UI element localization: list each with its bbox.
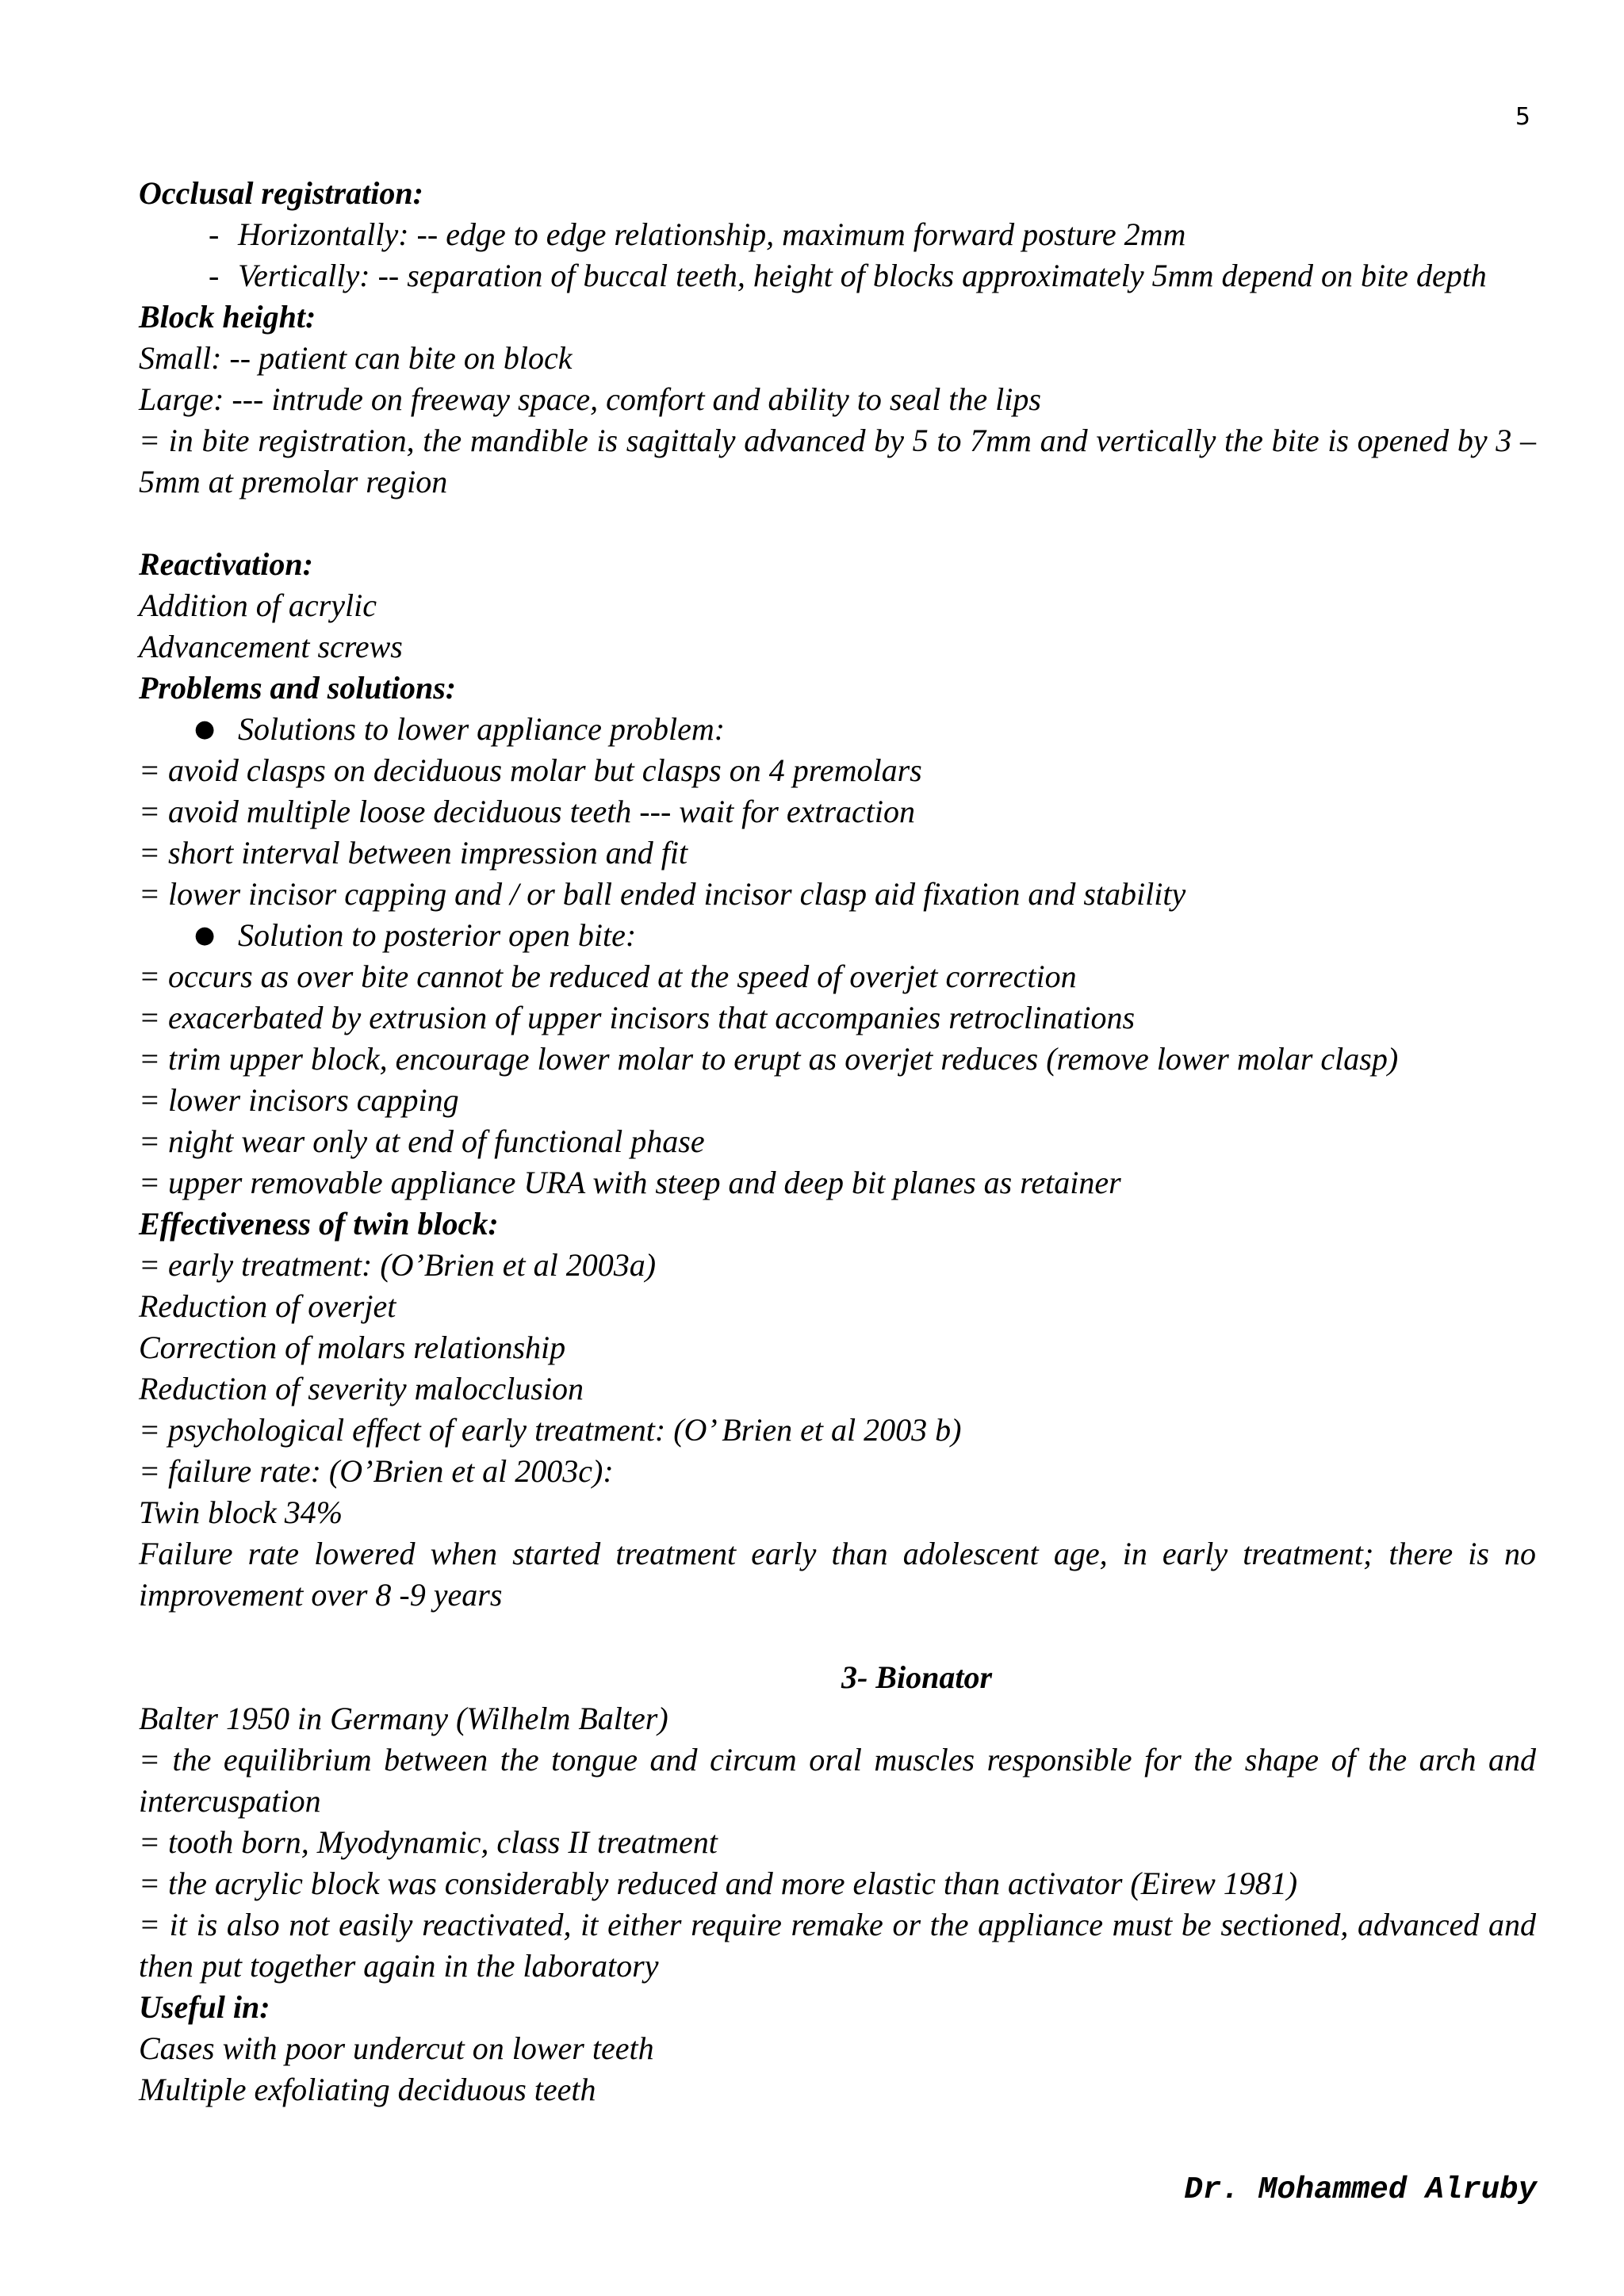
text-line: = lower incisors capping [139, 1082, 459, 1118]
text-line: = tooth born, Myodynamic, class II treatment [139, 1824, 718, 1860]
text-line: = avoid clasps on deciduous molar but clasps on 4 premolars [139, 752, 922, 788]
occlusal-registration-heading: Occlusal registration: [139, 175, 423, 211]
text-line: Small: -- patient can bite on block [139, 340, 573, 376]
text-line: Twin block 34% [139, 1494, 343, 1530]
text-line: = upper removable appliance URA with steep and deep bit planes as retainer [139, 1165, 1121, 1200]
text-line: Advancement screws [139, 629, 403, 664]
text-line: Large: --- intrude on freeway space, comfort and ability to seal the lips [139, 381, 1041, 417]
text-line: Reduction of overjet [139, 1288, 396, 1324]
useful-in-heading: Useful in: [139, 1989, 270, 2025]
text-line: = night wear only at end of functional phase [139, 1123, 705, 1159]
text-line: = it is also not easily reactivated, it either require remake or the appliance must be sectioned, advanced and then put together again in the laboratory [139, 1907, 1536, 1984]
dash-marker: - [209, 258, 220, 293]
bullet-text: Solution to posterior open bite: [238, 917, 637, 953]
block-height-heading: Block height: [139, 299, 316, 335]
text-line: = the acrylic block was considerably reduced and more elastic than activator (Eirew 1981) [139, 1866, 1298, 1901]
text-line: Cases with poor undercut on lower teeth [139, 2030, 654, 2066]
bullet-marker: ● [194, 921, 216, 949]
list-item-text: Vertically: -- separation of buccal teeth, height of blocks approximately 5mm depend on bite depth [238, 258, 1487, 293]
dash-marker: - [209, 216, 220, 252]
text-line: Correction of molars relationship [139, 1330, 566, 1365]
bionator-section-title: 3- Bionator [841, 1659, 993, 1695]
spacer [139, 503, 1536, 544]
list-item [139, 214, 1536, 255]
text-line: = psychological effect of early treatment: (O’ Brien et al 2003 b) [139, 1412, 962, 1448]
effectiveness-heading: Effectiveness of twin block: [139, 1206, 499, 1242]
author-footer: Dr. Mohammed Alruby [1184, 2172, 1537, 2207]
text-line: = early treatment: (O’Brien et al 2003a) [139, 1247, 657, 1283]
text-line: = failure rate: (O’Brien et al 2003c): [139, 1453, 614, 1489]
text-line: = exacerbated by extrusion of upper incisors that accompanies retroclinations [139, 1000, 1136, 1035]
bullet-item [139, 915, 1536, 956]
text-line: = trim upper block, encourage lower molar to erupt as overjet reduces (remove lower molar clasp) [139, 1041, 1399, 1077]
bullet-marker: ● [194, 715, 216, 743]
page-number: 5 [1515, 103, 1530, 131]
spacer [139, 1616, 1536, 1657]
text-line: Multiple exfoliating deciduous teeth [139, 2072, 596, 2107]
list-item [139, 255, 1536, 297]
text-line: = in bite registration, the mandible is sagittaly advanced by 5 to 7mm and vertically the bite is opened by 3 – 5mm at premolar region [139, 423, 1536, 499]
bullet-item [139, 709, 1536, 750]
text-line: Balter 1950 in Germany (Wilhelm Balter) [139, 1701, 668, 1736]
text-line: = short interval between impression and fit [139, 835, 688, 871]
text-line: = occurs as over bite cannot be reduced at the speed of overjet correction [139, 959, 1077, 994]
problems-solutions-heading: Problems and solutions: [139, 670, 457, 706]
text-line: = lower incisor capping and / or ball ended incisor clasp aid fixation and stability [139, 876, 1186, 912]
text-line: = avoid multiple loose deciduous teeth --- wait for extraction [139, 794, 916, 829]
list-item-text: Horizontally: -- edge to edge relationship, maximum forward posture 2mm [238, 216, 1186, 252]
reactivation-heading: Reactivation: [139, 546, 313, 582]
document-body [139, 173, 1536, 2110]
bullet-text: Solutions to lower appliance problem: [238, 711, 726, 747]
text-line: Addition of acrylic [139, 587, 377, 623]
text-line: Failure rate lowered when started treatment early than adolescent age, in early treatment; there is no improvement over 8 -9 years [139, 1536, 1536, 1613]
text-line: Reduction of severity malocclusion [139, 1371, 584, 1406]
text-line: = the equilibrium between the tongue and circum oral muscles responsible for the shape of the arch and intercuspation [139, 1742, 1536, 1819]
